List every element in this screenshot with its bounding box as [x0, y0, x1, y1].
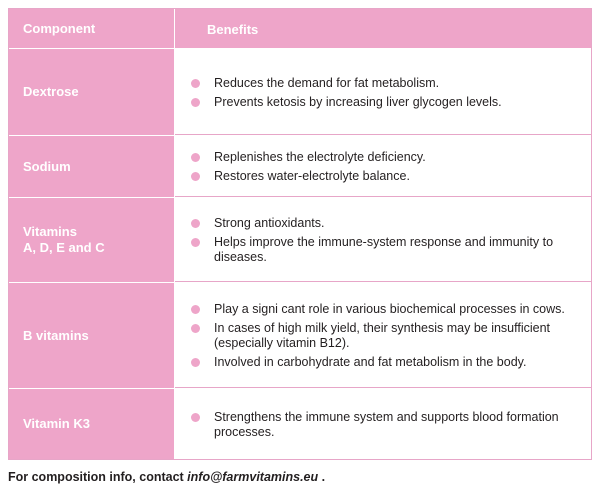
component-cell — [9, 283, 175, 388]
table-row — [9, 389, 591, 459]
bullet-icon — [191, 305, 200, 314]
header-benefits: Benefits — [175, 9, 591, 48]
benefit-item — [191, 150, 581, 165]
component-name: Vitamins — [23, 224, 77, 239]
bullet-icon — [191, 413, 200, 422]
benefit-text: Strong antioxidants. — [214, 216, 325, 230]
component-cell — [9, 49, 175, 135]
benefit-item — [191, 410, 581, 440]
table-row — [9, 136, 591, 198]
benefit-text: Helps improve the immune-system response and immunity to diseases. — [214, 235, 554, 264]
benefits-cell — [175, 49, 591, 135]
benefit-text: Replenishes the electrolyte deficiency. — [214, 150, 426, 164]
benefit-item — [191, 355, 581, 370]
bullet-icon — [191, 324, 200, 333]
bullet-icon — [191, 172, 200, 181]
bullet-icon — [191, 219, 200, 228]
table-header — [9, 9, 591, 49]
benefit-text: Strengthens the immune system and supports blood formation processes. — [214, 410, 559, 439]
table-row — [9, 198, 591, 283]
component-cell — [9, 389, 175, 459]
benefits-cell — [175, 389, 591, 459]
component-cell — [9, 198, 175, 282]
component-name: Sodium — [23, 158, 71, 174]
benefit-text: Prevents ketosis by increasing liver glycogen levels. — [214, 94, 502, 109]
benefit-item — [191, 235, 581, 265]
contact-email-link[interactable]: info@farmvitamins.eu — [187, 470, 319, 484]
benefit-item — [191, 95, 581, 110]
bullet-icon — [191, 238, 200, 247]
bullet-icon — [191, 358, 200, 367]
benefit-text: Involved in carbohydrate and fat metabolism in the body. — [214, 355, 527, 369]
benefit-item — [191, 76, 581, 91]
component-name: Dextrose — [23, 84, 79, 99]
benefit-item — [191, 216, 581, 231]
component-name: Vitamin K3 — [23, 416, 90, 431]
benefits-cell — [175, 283, 591, 388]
footer-end: . — [318, 470, 326, 484]
benefit-text: Reduces the demand for fat metabolism. — [214, 75, 440, 90]
header-component: Component — [9, 9, 175, 48]
benefit-text: Play a signi cant role in various biochemical processes in cows. — [214, 302, 565, 316]
bullet-icon — [191, 79, 200, 88]
benefit-item — [191, 302, 581, 317]
benefits-cell — [175, 136, 591, 197]
component-cell — [9, 136, 175, 197]
benefits-cell — [175, 198, 591, 282]
component-name-line2: A, D, E and C — [23, 240, 105, 255]
contact-footer — [8, 470, 325, 484]
benefit-item — [191, 321, 581, 351]
benefit-item — [191, 169, 581, 184]
bullet-icon — [191, 98, 200, 107]
table-row — [9, 49, 591, 136]
component-name: B vitamins — [23, 327, 89, 343]
table-row — [9, 283, 591, 389]
bullet-icon — [191, 153, 200, 162]
benefit-text: In cases of high milk yield, their synthesis may be insufficient (especially vitamin B12). — [214, 321, 551, 350]
footer-text: For composition info, contact — [8, 470, 188, 484]
benefits-table — [8, 8, 592, 460]
benefit-text: Restores water-electrolyte balance. — [214, 169, 410, 183]
